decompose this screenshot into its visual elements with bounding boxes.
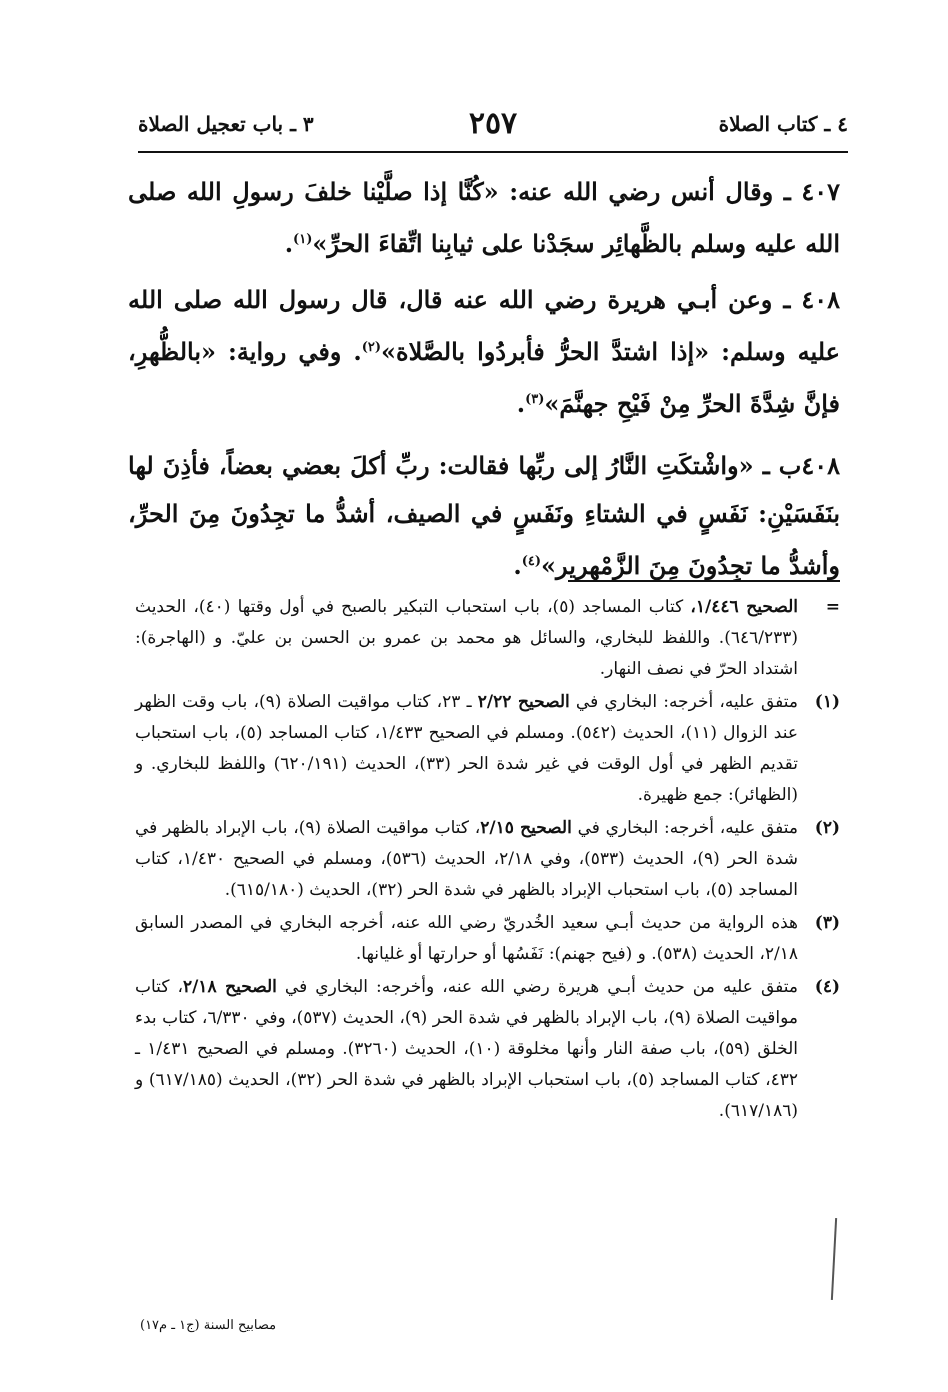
running-header: [138, 106, 848, 148]
printer-signature: مصابيح السنة (ج١ ـ م١٧): [140, 1318, 277, 1333]
hadith-text: وقال أنس رضي الله عنه: «كُنَّا إذا صلَّيْنا خلفَ رسولِ الله صلى الله عليه وسلم بالظَّهائِر سجَدْنا على ثيابِنا اتِّقاءَ الحرِّ»: [128, 177, 840, 258]
footnote-source: الصحيح ٢/١٥: [480, 818, 572, 838]
footnote-ref: (٣): [525, 392, 545, 407]
main-text: [128, 168, 840, 598]
chapter-title: ٤ ـ كتاب الصلاة: [718, 112, 848, 136]
hadith-end: .: [516, 389, 526, 418]
hadith-number: ٤٠٧ ـ: [783, 177, 840, 206]
footnotes: [135, 592, 840, 1129]
footnote-3: [135, 908, 840, 970]
footnote-source: الصحيح ٢/٢٢: [477, 692, 570, 712]
footnote-text: هذه الرواية من حديث أبـي سعيد الخُدريّ رضي الله عنه، أخرجه البخاري في المصدر السابق ٢/١٨، الحديث (٥٣٨). و (فيح جهنم): نَفَسُها أو حرارتها أو غليانها.: [135, 913, 798, 964]
footnote-source: الصحيح ١/٤٤٦،: [690, 597, 799, 617]
footnote-continued: [135, 592, 840, 685]
footnote-4: [135, 972, 840, 1127]
hadith-408: [128, 276, 840, 428]
footnote-mark: =: [825, 597, 840, 617]
footnote-ref: (٢): [361, 340, 382, 355]
hadith-end: .: [513, 551, 522, 580]
footnote-mark: (٤): [814, 977, 840, 997]
hadith-number: ٤٠٨ ـ: [783, 285, 841, 314]
footnote-ref: (١): [293, 232, 313, 247]
footnote-text: كتاب المساجد (٥)، باب استحباب التبكير بالصبح في أول وقتها (٤٠)، الحديث (٦٤٦/٢٣٣). واللفظ للبخاري، والسائل هو محمد بن عمرو بن الحسن بن عليّ. و (الهاجرة): اشتداد الحرّ في نصف النهار.: [135, 597, 798, 679]
hadith-text: «واشْتكَتِ النَّارُ إلى ربِّها فقالت: ربِّ أكلَ بعضي بعضاً، فأذِنَ لها بنَفَسَيْنِ: نَفَسٍ في الشتاءِ ونَفَسٍ في الصيف، أشدُّ ما تجِدُونَ مِنَ الحرِّ، وأشدُّ ما تجِدُونَ مِنَ الزَّمْهرير»: [128, 451, 840, 580]
header-divider: [138, 151, 848, 153]
hadith-number: ٤٠٨ب ـ: [762, 451, 841, 480]
section-title: ٣ ـ باب تعجيل الصلاة: [138, 112, 314, 136]
footnote-intro: متفق عليه، أخرجه: البخاري في: [571, 818, 798, 838]
footnote-2: [135, 813, 840, 906]
hadith-408b: [128, 442, 840, 590]
footnote-text: ، كتاب مواقيت الصلاة (٩)، باب الإبراد بالظهر في شدة الحر (٩)، الحديث (٥٣٣)، وفي ٢/١٨، الحديث (٥٣٦)، ومسلم في الصحيح ١/٤٣٠، كتاب المساجد (٥)، باب استحباب الإبراد بالظهر في شدة الحر (٣٢)، الحديث (٦١٥/١٨٠).: [135, 818, 798, 900]
footnote-source: الصحيح ٢/١٨: [182, 977, 277, 997]
hadith-407: [128, 168, 840, 268]
footnote-mark: (١): [814, 692, 840, 712]
hadith-text: وعن أبـي هريرة رضي الله عنه قال، قال رسول الله صلى الله عليه وسلم: «إذا اشتدَّ الحرُّ فأبردُوا بالصَّلاة»: [128, 285, 840, 366]
footnote-mark: (٢): [814, 818, 840, 838]
footnote-1: [135, 687, 840, 811]
footnote-text: ـ ٢٣، كتاب مواقيت الصلاة (٩)، باب وقت الظهر عند الزوال (١١)، الحديث (٥٤٢). ومسلم في الصحيح ١/٤٣٣، كتاب المساجد (٥)، باب استحباب تقديم الظهر في أول الوقت في غير شدة الحر (٣٣)، الحديث (٦٢٠/١٩١) واللفظ للبخاري. و (الظهائر): جمع ظهيرة.: [135, 692, 798, 805]
footnote-intro: متفق عليه، أخرجه: البخاري في: [569, 692, 799, 712]
page-number: ٢٥٧: [468, 106, 518, 141]
footnote-text: ، كتاب مواقيت الصلاة (٩)، باب الإبراد بالظهر في شدة الحر (٩)، الحديث (٥٣٧)، وفي ٦/٣٣٠، كتاب بدء الخلق (٥٩)، باب صفة النار وأنها مخلوقة (١٠)، الحديث (٣٢٦٠). ومسلم في الصحيح ١/٤٣١ ـ ٤٣٢، كتاب المساجد (٥)، باب استحباب الإبراد بالظهر في شدة الحر (٣٢)، الحديث (٦١٧/١٨٥) و (٦١٧/١٨٦).: [135, 977, 799, 1121]
hadith-end: .: [284, 229, 294, 258]
footnote-ref: (٤): [521, 554, 542, 569]
footnote-mark: (٣): [814, 913, 840, 933]
hadith-text-continued: . وفي رواية: «بالظُّهرِ، فإنَّ شِدَّةَ الحرِّ مِنْ فَيْحِ جهنَّمَ»: [128, 337, 840, 418]
margin-mark: [831, 1218, 837, 1300]
footnote-intro: متفق عليه من حديث أبـي هريرة رضي الله عنه، وأخرجه: البخاري في: [276, 977, 798, 997]
footnote-divider: [568, 580, 840, 582]
